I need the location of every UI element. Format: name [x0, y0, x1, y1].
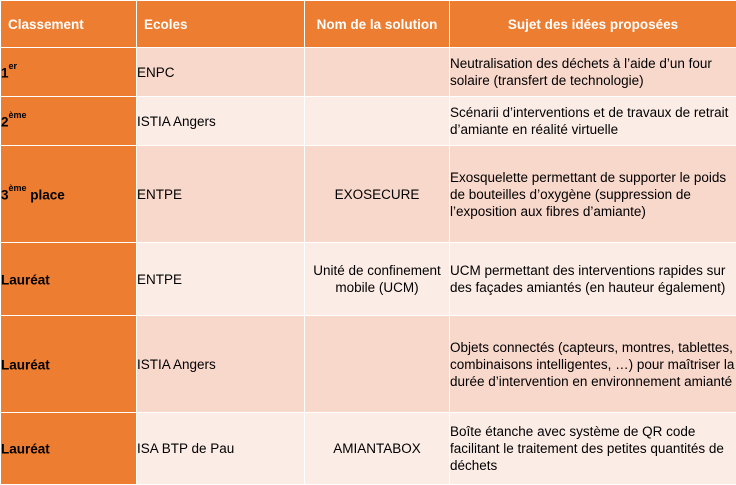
solution-cell: [305, 97, 450, 146]
rank-cell: [1, 48, 137, 97]
school-cell: ENPC: [137, 48, 305, 97]
table-row: [1, 97, 736, 146]
solution-cell: AMIANTABOX: [305, 413, 450, 485]
solution-cell: EXOSECURE: [305, 146, 450, 243]
header-solution-name: Nom de la solution: [305, 1, 450, 48]
rank-superscript: ème: [8, 182, 27, 193]
header-row: [1, 1, 736, 48]
table-row: [1, 48, 736, 97]
header-schools: Ecoles: [137, 1, 305, 48]
rank-cell: [1, 316, 137, 413]
rank-superscript: ème: [8, 109, 27, 120]
school-cell: ISTIA Angers: [137, 97, 305, 146]
table-row: [1, 146, 736, 243]
rank-suffix: place: [26, 187, 65, 203]
solution-cell: Unité de confinement mobile (UCM): [305, 243, 450, 316]
rank-cell: [1, 413, 137, 485]
idea-cell: Exosquelette permettant de supporter le poids de bouteilles d’oxygène (suppression de l’exposition aux fibres d’amiante): [450, 146, 736, 243]
school-cell: ISA BTP de Pau: [137, 413, 305, 485]
idea-cell: UCM permettant des interventions rapides sur des façades amiantés (en hauteur également): [450, 243, 736, 316]
idea-cell: Boîte étanche avec système de QR code facilitant le traitement des petites quantités de déchets: [450, 413, 736, 485]
table-row: [1, 243, 736, 316]
rank-cell: [1, 146, 137, 243]
rank-superscript: er: [8, 60, 18, 71]
idea-cell: Scénarii d’interventions et de travaux de retrait d’amiante en réalité virtuelle: [450, 97, 736, 146]
table-row: [1, 316, 736, 413]
header-ideas-subject: Sujet des idées proposées: [450, 1, 736, 48]
rank-base: 2: [1, 114, 9, 130]
solution-cell: [305, 316, 450, 413]
solution-cell: [305, 48, 450, 97]
school-cell: ENTPE: [137, 243, 305, 316]
header-ranking: Classement: [1, 1, 137, 48]
idea-cell: Neutralisation des déchets à l’aide d’un four solaire (transfert de technologie): [450, 48, 736, 97]
rank-base: 1: [1, 65, 9, 81]
school-cell: ENTPE: [137, 146, 305, 243]
rank-base: Lauréat: [1, 357, 50, 373]
rank-cell: [1, 97, 137, 146]
school-cell: ISTIA Angers: [137, 316, 305, 413]
idea-cell: Objets connectés (capteurs, montres, tablettes, combinaisons intelligentes, …) pour maîtriser la durée d’intervention en environnement amianté: [450, 316, 736, 413]
rank-cell: [1, 243, 137, 316]
rank-base: Lauréat: [1, 441, 50, 457]
rank-base: Lauréat: [1, 272, 50, 288]
rank-base: 3: [1, 187, 9, 203]
table-row: [1, 413, 736, 485]
